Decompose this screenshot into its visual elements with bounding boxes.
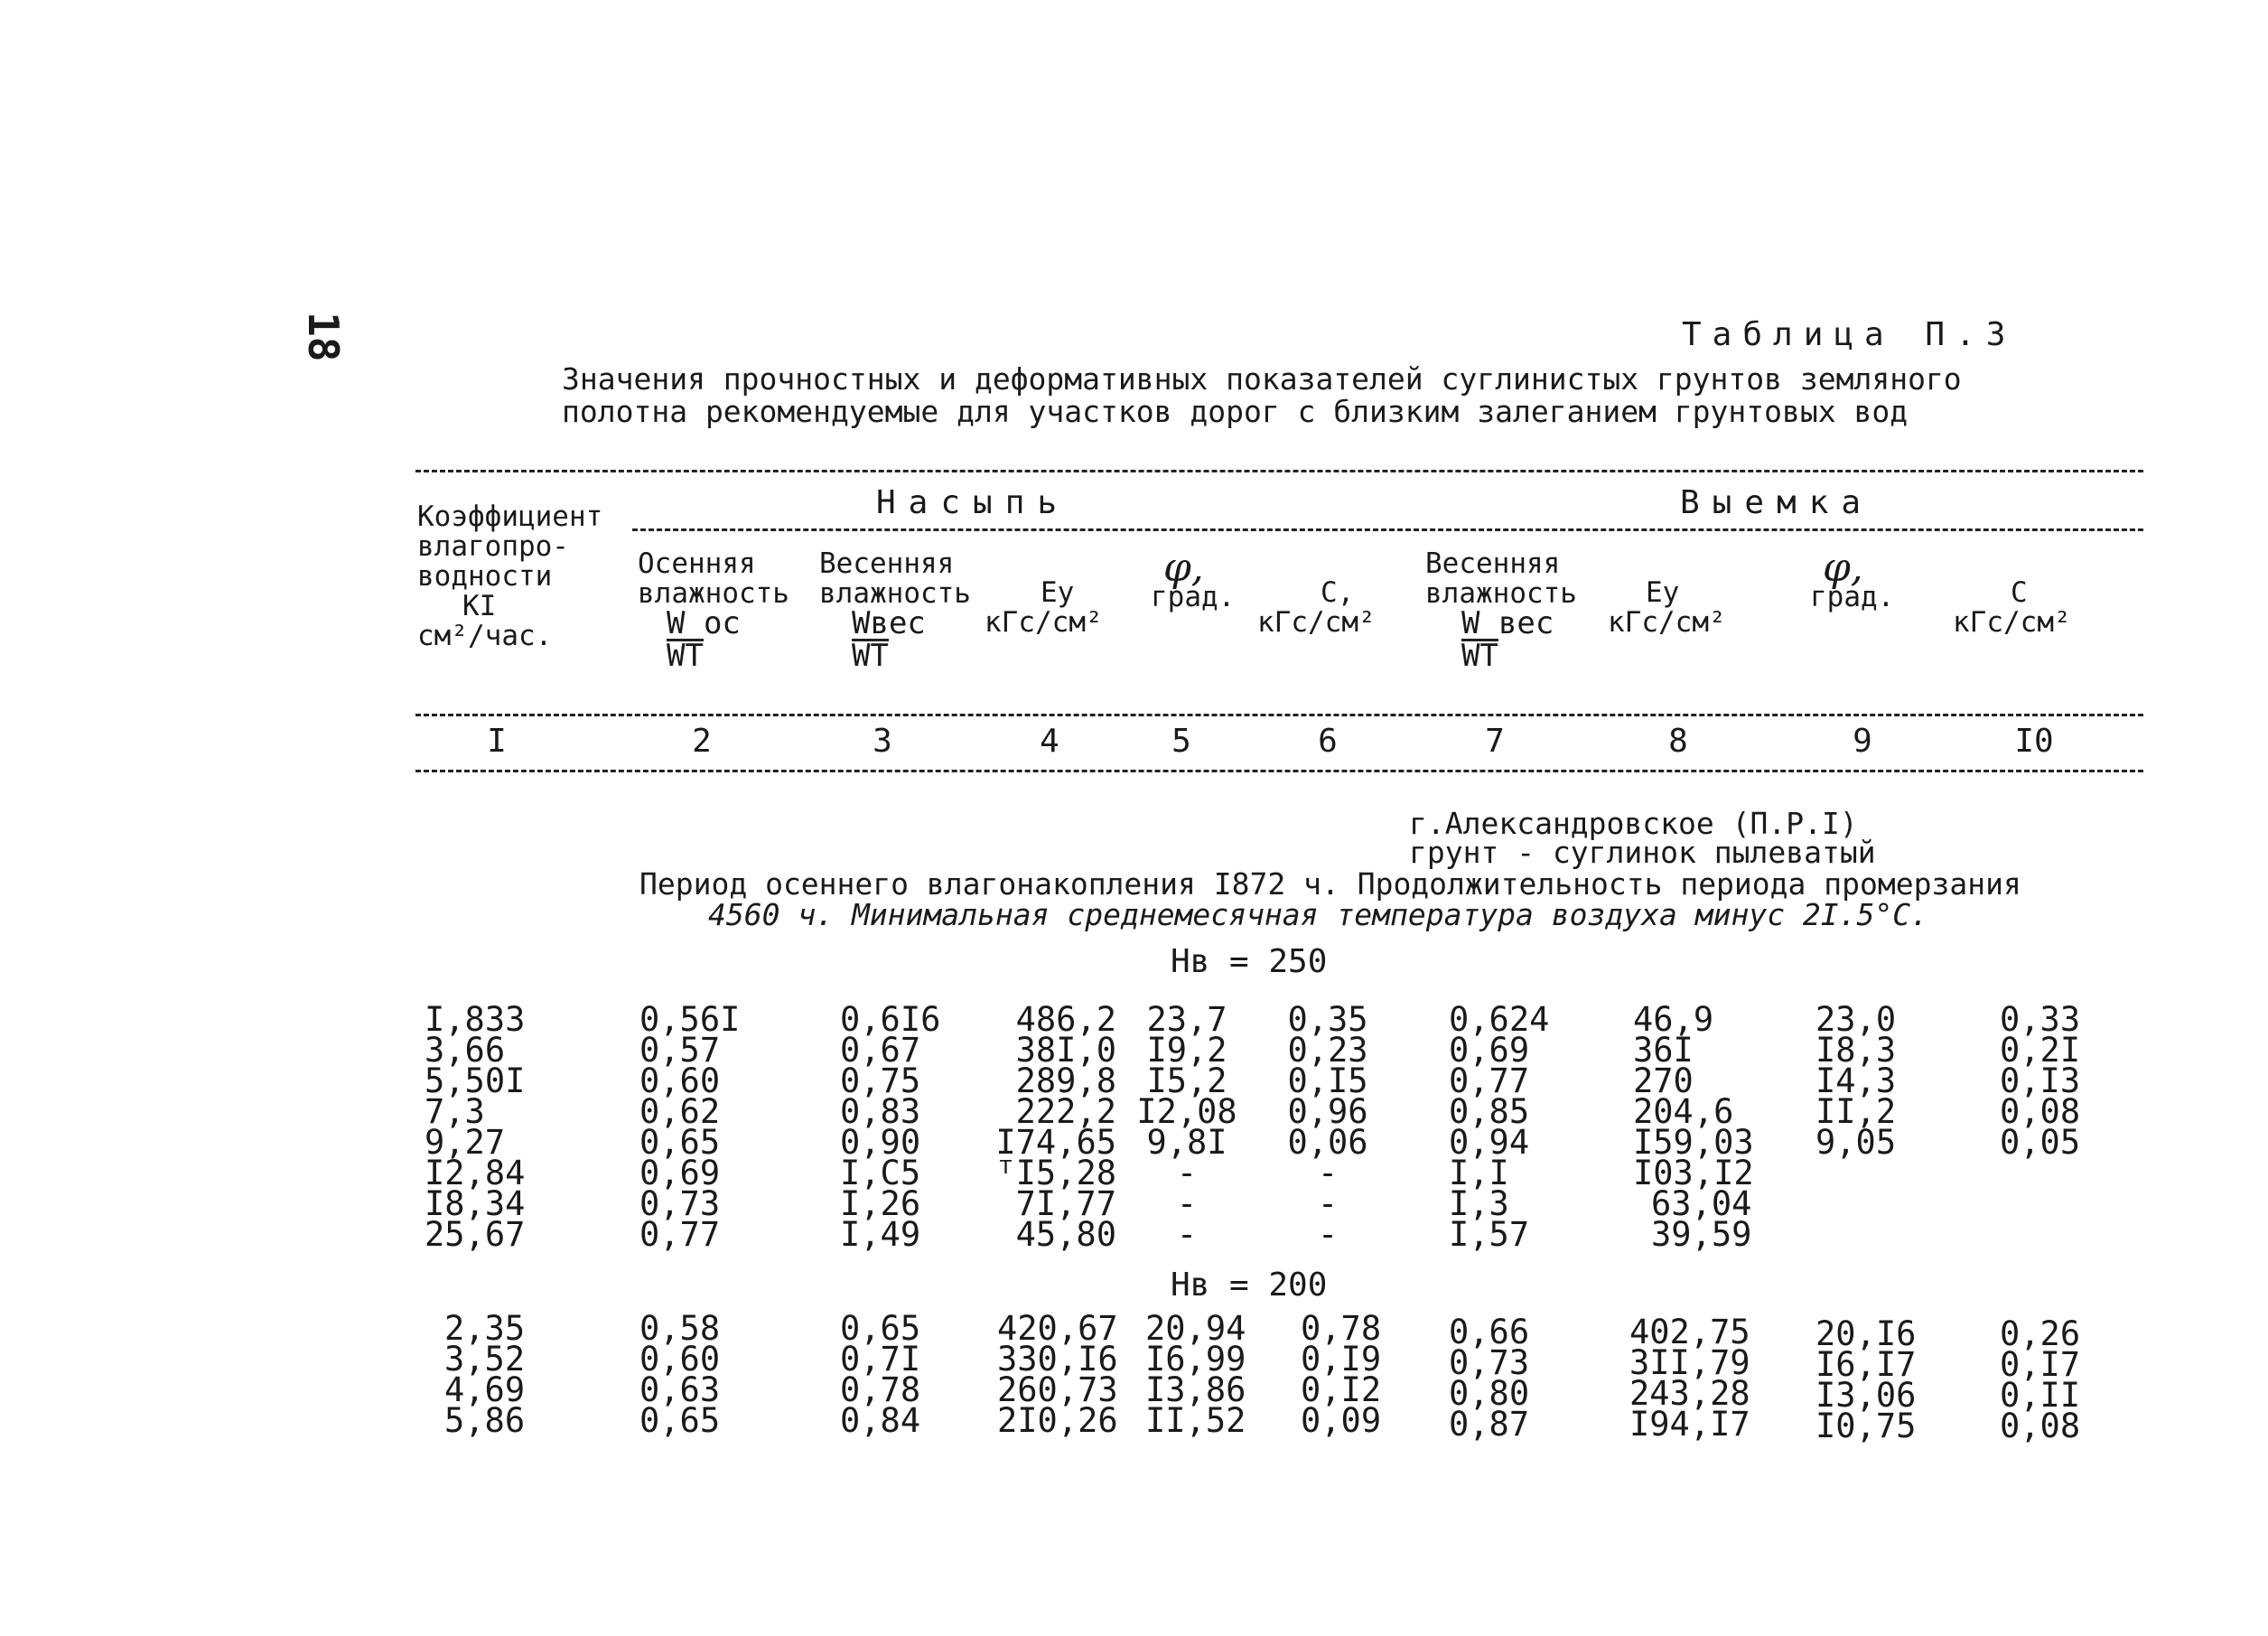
table-cell: I,26 bbox=[840, 1184, 921, 1223]
column-number: I0 bbox=[2014, 723, 2054, 760]
s1-col-9 bbox=[1815, 1000, 1897, 1162]
caption-line-1: Значения прочностных и деформативных показателей суглинистых грунтов земляного bbox=[562, 361, 1962, 397]
table-cell: 204,6 bbox=[1633, 1092, 1734, 1131]
table-cell: I,I bbox=[1449, 1154, 1509, 1192]
table-cell: 20,94 bbox=[1145, 1309, 1246, 1348]
header-nasyp: Насыпь bbox=[876, 484, 1070, 521]
table-cell: 0,67 bbox=[840, 1031, 921, 1070]
table-cell: II,2 bbox=[1815, 1092, 1897, 1131]
column-number: 7 bbox=[1485, 723, 1505, 760]
table-cell: 486,2 bbox=[1015, 1000, 1116, 1039]
table-cell: 9,05 bbox=[1815, 1123, 1897, 1162]
table-cell: 0,78 bbox=[840, 1370, 921, 1409]
table-cell: 0,6I6 bbox=[840, 1000, 941, 1039]
table-cell: 2,35 bbox=[444, 1309, 526, 1348]
column-number: 2 bbox=[692, 723, 712, 760]
column-number-rule bbox=[415, 770, 2143, 772]
header-c: С, кГс/см² bbox=[1257, 576, 1376, 639]
table-cell: I2,08 bbox=[1136, 1092, 1237, 1131]
table-cell: 420,67 bbox=[997, 1309, 1118, 1348]
header-phi-2: φ, град. bbox=[1810, 545, 1895, 613]
header-ey: Eу кГс/см² bbox=[985, 576, 1103, 639]
table-cell: 289,8 bbox=[1015, 1061, 1116, 1100]
header-vesennyaya-vlazhnost-2: Весенняя влажность W вес WT bbox=[1425, 547, 1577, 674]
table-cell: 0,60 bbox=[639, 1340, 721, 1379]
table-cell: 0,94 bbox=[1449, 1123, 1530, 1162]
table-cell: I8,34 bbox=[425, 1184, 526, 1223]
header-osennyaya-vlazhnost: Осенняя влажность W ос WT bbox=[638, 547, 789, 674]
table-cell: 0,65 bbox=[639, 1123, 721, 1162]
column-number: 5 bbox=[1171, 723, 1191, 760]
table-cell: 38I,0 bbox=[1015, 1031, 1116, 1070]
table-cell: 0,624 bbox=[1449, 1000, 1550, 1039]
table-cell: 0,08 bbox=[2000, 1407, 2081, 1445]
table-cell: I0,75 bbox=[1815, 1407, 1917, 1445]
table-cell: 45,80 bbox=[1015, 1215, 1116, 1254]
table-cell: 63,04 bbox=[1651, 1184, 1752, 1223]
table-cell: 4,69 bbox=[444, 1370, 526, 1409]
table-cell: 0,85 bbox=[1449, 1092, 1530, 1131]
table-cell: 0,78 bbox=[1301, 1309, 1382, 1348]
table-cell: 0,05 bbox=[2000, 1123, 2081, 1162]
table-cell: 0,33 bbox=[2000, 1000, 2081, 1039]
table-cell: 7,3 bbox=[425, 1092, 485, 1131]
table-cell: I6,I7 bbox=[1815, 1345, 1917, 1384]
table-label: Таблица П.3 bbox=[1682, 316, 2017, 353]
table-cell: 0,I2 bbox=[1301, 1370, 1382, 1409]
table-cell: 0,26 bbox=[2000, 1314, 2081, 1353]
table-cell: 0,80 bbox=[1449, 1374, 1530, 1413]
section-label-hb-200: Нв = 200 bbox=[1171, 1267, 1328, 1304]
page-number: 18 bbox=[299, 312, 348, 362]
s1-col-4 bbox=[983, 1000, 1116, 1254]
header-c-2: С кГс/см² bbox=[1953, 576, 2071, 639]
table-cell: 0,77 bbox=[639, 1215, 721, 1254]
s2-col-8 bbox=[1629, 1313, 1750, 1444]
table-cell: I9,2 bbox=[1146, 1031, 1227, 1070]
header-bottom-rule bbox=[415, 714, 2143, 716]
table-cell: 3,52 bbox=[444, 1340, 526, 1379]
s2-col-9 bbox=[1815, 1314, 1917, 1445]
s1-col-6 bbox=[1287, 1000, 1368, 1254]
s2-col-10 bbox=[2000, 1314, 2081, 1445]
caption-line-2: полотна рекомендуемые для участков дорог с близким залеганием грунтовых вод bbox=[562, 394, 1909, 429]
table-cell: 0,65 bbox=[840, 1309, 921, 1348]
table-cell: 0,66 bbox=[1449, 1313, 1530, 1351]
table-cell: 0,77 bbox=[1449, 1061, 1530, 1100]
s2-col-6 bbox=[1301, 1309, 1382, 1440]
column-number: 8 bbox=[1668, 723, 1688, 760]
table-cell: 0,35 bbox=[1287, 1000, 1368, 1039]
table-cell: 0,57 bbox=[639, 1031, 721, 1070]
table-cell: 0,7I bbox=[840, 1340, 921, 1379]
table-cell: 0,I9 bbox=[1301, 1340, 1382, 1379]
table-cell: 0,II bbox=[2000, 1376, 2081, 1415]
table-cell: 0,63 bbox=[639, 1370, 721, 1409]
header-vyemka: Выемка bbox=[1680, 484, 1874, 521]
table-cell: 0,73 bbox=[1449, 1343, 1530, 1382]
s1-col-2 bbox=[639, 1000, 741, 1254]
table-cell: I,833 bbox=[425, 1000, 526, 1039]
table-cell: II,52 bbox=[1145, 1401, 1246, 1440]
table-cell: 25,67 bbox=[425, 1215, 526, 1254]
table-cell: 0,06 bbox=[1287, 1123, 1368, 1162]
header-top-rule bbox=[415, 470, 2143, 472]
column-number: 4 bbox=[1040, 723, 1059, 760]
table-cell: I03,I2 bbox=[1633, 1154, 1754, 1192]
table-cell: 36I bbox=[1633, 1031, 1694, 1070]
table-cell: 0,87 bbox=[1449, 1405, 1530, 1444]
table-cell: 46,9 bbox=[1633, 1000, 1714, 1039]
table-cell: - bbox=[1317, 1184, 1339, 1223]
s1-col-7 bbox=[1449, 1000, 1550, 1254]
table-cell: 0,09 bbox=[1301, 1401, 1382, 1440]
table-cell: 0,23 bbox=[1287, 1031, 1368, 1070]
table-cell: 9,8I bbox=[1146, 1123, 1227, 1162]
s1-col-8 bbox=[1629, 1000, 1754, 1254]
table-cell: I3,06 bbox=[1815, 1376, 1917, 1415]
s1-col-10 bbox=[2000, 1000, 2081, 1162]
table-cell: 0,96 bbox=[1287, 1092, 1368, 1131]
s2-col-4 bbox=[997, 1309, 1118, 1440]
table-cell: 0,56I bbox=[639, 1000, 741, 1039]
table-cell: I4,3 bbox=[1815, 1061, 1897, 1100]
table-cell: 330,I6 bbox=[997, 1340, 1118, 1379]
table-cell: 3,66 bbox=[425, 1031, 506, 1070]
table-cell: ᵀI5,28 bbox=[995, 1154, 1116, 1192]
s1-col-5 bbox=[1129, 1000, 1245, 1254]
table-cell: 2I0,26 bbox=[997, 1401, 1118, 1440]
table-cell: I3,86 bbox=[1145, 1370, 1246, 1409]
table-cell: - bbox=[1317, 1215, 1339, 1254]
table-cell: 0,60 bbox=[639, 1061, 721, 1100]
table-cell: 0,65 bbox=[639, 1401, 721, 1440]
table-cell: I,C5 bbox=[840, 1154, 921, 1192]
table-cell: I59,03 bbox=[1633, 1123, 1754, 1162]
table-cell: 0,90 bbox=[840, 1123, 921, 1162]
s2-col-7 bbox=[1449, 1313, 1530, 1444]
table-cell: I94,I7 bbox=[1629, 1405, 1750, 1444]
table-cell: 3II,79 bbox=[1629, 1343, 1750, 1382]
table-cell: 0,58 bbox=[639, 1309, 721, 1348]
table-cell: 222,2 bbox=[1015, 1092, 1116, 1131]
table-cell: 23,0 bbox=[1815, 1000, 1897, 1039]
table-cell: I,49 bbox=[840, 1215, 921, 1254]
table-cell: I2,84 bbox=[425, 1154, 526, 1192]
column-number: I bbox=[487, 723, 507, 760]
table-cell: I,57 bbox=[1449, 1215, 1530, 1254]
table-cell: 5,50I bbox=[425, 1061, 526, 1100]
table-cell: 0,73 bbox=[639, 1184, 721, 1223]
table-cell: 0,I5 bbox=[1287, 1061, 1368, 1100]
table-cell: 0,69 bbox=[639, 1154, 721, 1192]
table-cell: - bbox=[1176, 1215, 1198, 1254]
table-cell: I6,99 bbox=[1145, 1340, 1246, 1379]
table-cell: - bbox=[1317, 1154, 1339, 1192]
period-line-1: Период осеннего влагонакопления I872 ч. Продолжительность периода промерзания bbox=[639, 866, 2021, 902]
table-cell: 0,84 bbox=[840, 1401, 921, 1440]
period-line-2: 4560 ч. Минимальная среднемесячная температура воздуха минус 2I.5°С. bbox=[708, 897, 1929, 932]
s1-col-1 bbox=[425, 1000, 526, 1254]
group-header-rule bbox=[632, 528, 2143, 531]
table-cell: 270 bbox=[1633, 1061, 1694, 1100]
table-cell: 260,73 bbox=[997, 1370, 1118, 1409]
s2-col-2 bbox=[639, 1309, 721, 1440]
s2-col-5 bbox=[1145, 1309, 1246, 1440]
table-cell: 0,I7 bbox=[2000, 1345, 2081, 1384]
table-cell: 23,7 bbox=[1146, 1000, 1227, 1039]
table-cell: I74,65 bbox=[995, 1123, 1116, 1162]
table-cell: 7I,77 bbox=[1015, 1184, 1116, 1223]
column-number: 9 bbox=[1853, 723, 1872, 760]
table-cell: 243,28 bbox=[1629, 1374, 1750, 1413]
table-cell: 0,69 bbox=[1449, 1031, 1530, 1070]
column-number: 6 bbox=[1318, 723, 1338, 760]
table-cell: 0,2I bbox=[2000, 1031, 2081, 1070]
column-number: 3 bbox=[873, 723, 892, 760]
table-cell: 20,I6 bbox=[1815, 1314, 1917, 1353]
s1-col-3 bbox=[840, 1000, 941, 1254]
header-vesennyaya-vlazhnost: Весенняя влажность Wвес WT bbox=[819, 547, 971, 674]
table-cell: 0,83 bbox=[840, 1092, 921, 1131]
table-cell: 0,75 bbox=[840, 1061, 921, 1100]
table-cell: I8,3 bbox=[1815, 1031, 1897, 1070]
table-cell: - bbox=[1176, 1154, 1198, 1192]
table-cell: I,3 bbox=[1449, 1184, 1509, 1223]
s2-col-1 bbox=[444, 1309, 526, 1440]
section-label-hb-250: Нв = 250 bbox=[1171, 943, 1328, 980]
table-cell: 0,08 bbox=[2000, 1092, 2081, 1131]
table-caption bbox=[562, 363, 1962, 428]
table-cell: 5,86 bbox=[444, 1401, 526, 1440]
location-info: г.Александровское (П.Р.I) грунт - суглинок пылеватый bbox=[1409, 806, 1876, 870]
table-cell: I5,2 bbox=[1146, 1061, 1227, 1100]
table-cell: 9,27 bbox=[425, 1123, 506, 1162]
header-coefficient: Коэффициент влагопро- водности KI см²/час. bbox=[417, 500, 603, 652]
table-cell: 39,59 bbox=[1651, 1215, 1752, 1254]
table-cell: 0,I3 bbox=[2000, 1061, 2081, 1100]
table-cell: 402,75 bbox=[1629, 1313, 1750, 1351]
header-ey-2: Eу кГс/см² bbox=[1608, 576, 1726, 639]
table-cell: - bbox=[1176, 1184, 1198, 1223]
s2-col-3 bbox=[840, 1309, 921, 1440]
table-cell: 0,62 bbox=[639, 1092, 721, 1131]
header-phi: φ, град. bbox=[1151, 545, 1236, 613]
